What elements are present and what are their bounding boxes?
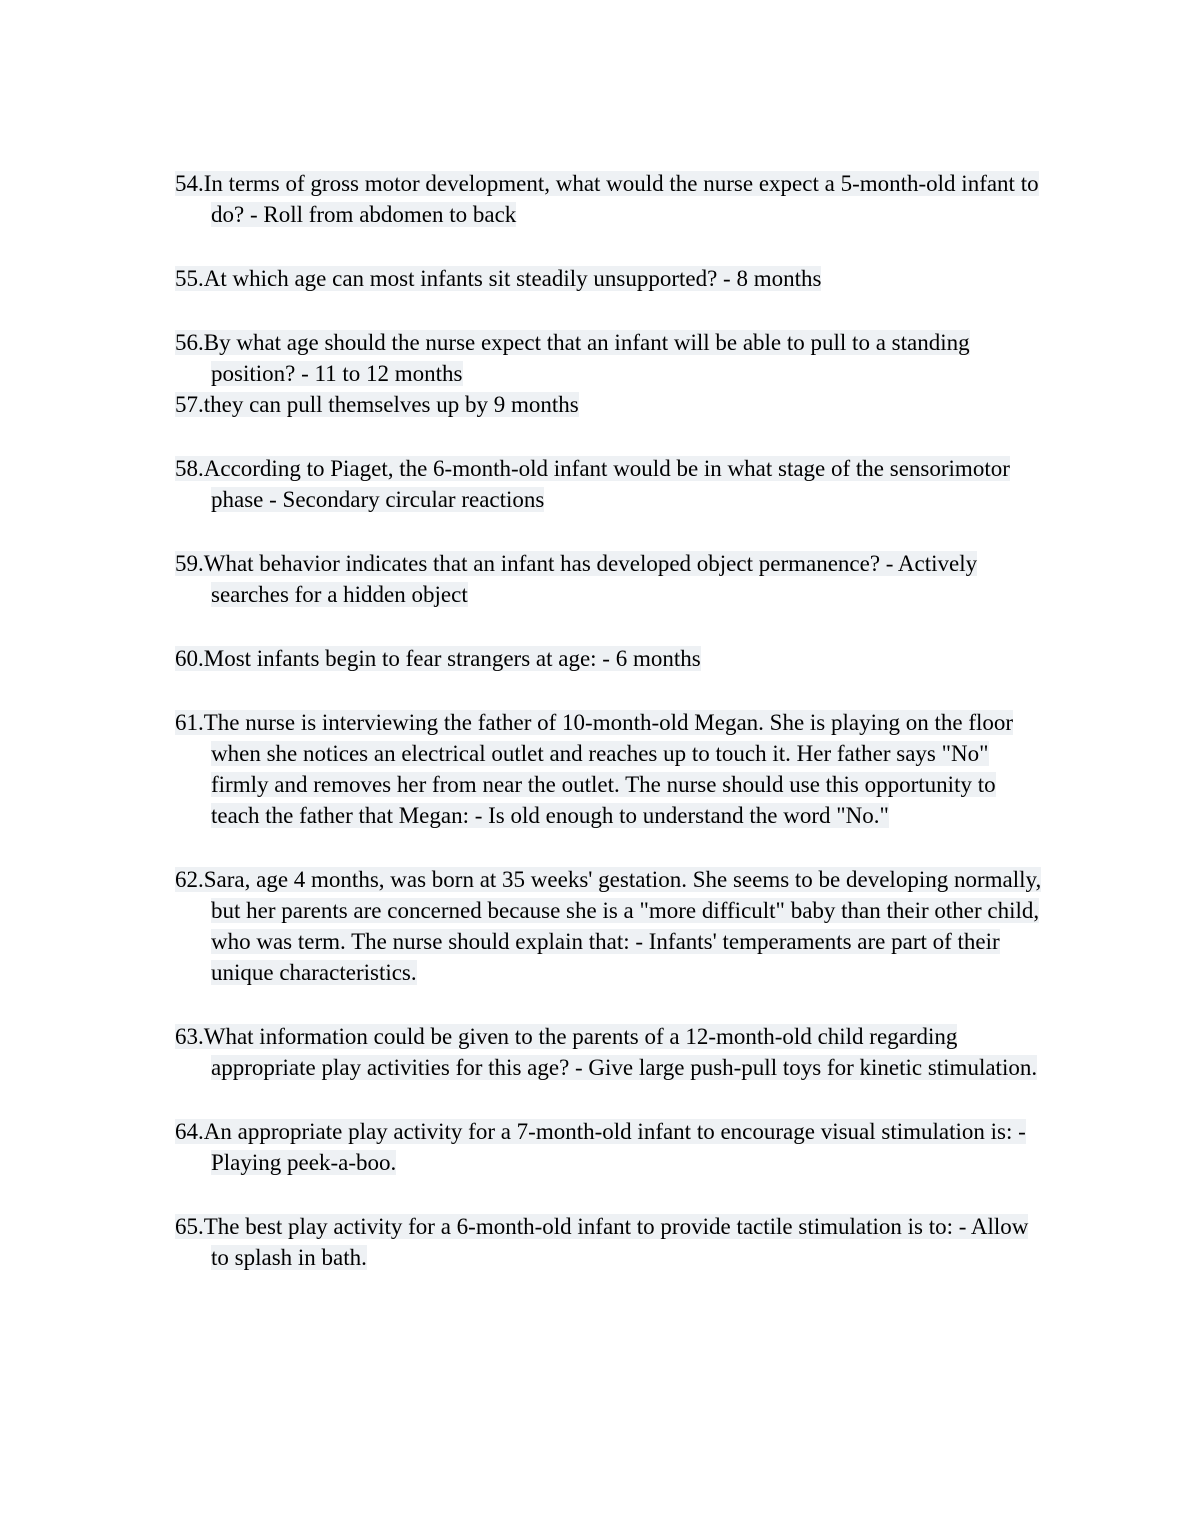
question-text: Sara, age 4 months, was born at 35 weeks' gestation. She seems to be developing normally, but her parents are concerned because she is a "more difficult" baby than their other child, who was term. The nurse should explain that: - Infants' temperaments are part of their unique characteristics. [203,867,1042,985]
question-number: 64. [175,1119,204,1144]
highlighted-text [175,867,1041,985]
question-number: 56. [175,330,204,355]
question-item [175,643,1047,674]
highlighted-text [175,1214,1028,1270]
highlighted-text [175,266,821,291]
highlighted-text [175,171,1039,227]
question-text: they can pull themselves up by 9 months [203,392,579,417]
question-number: 58. [175,456,204,481]
question-text: In terms of gross motor development, what would the nurse expect a 5-month-old infant to do? - Roll from abdomen to back [203,171,1039,227]
question-text: At which age can most infants sit steadily unsupported? - 8 months [203,266,822,291]
highlighted-text [175,1024,1037,1080]
question-item [175,1116,1047,1178]
question-item [175,389,1047,420]
question-text: The nurse is interviewing the father of 10-month-old Megan. She is playing on the floor when she notices an electrical outlet and reaches up to touch it. Her father says "No" firmly and removes her from near the outlet. The nurse should use this opportunity to teach the father that Megan: - Is old enough to understand the word "No." [203,710,1014,828]
question-item [175,1021,1047,1083]
question-text: The best play activity for a 6-month-old infant to provide tactile stimulation is to: - Allow to splash in bath. [203,1214,1029,1270]
question-item [175,1211,1047,1273]
question-item [175,327,1047,389]
highlighted-text [175,456,1010,512]
question-number: 57. [175,392,204,417]
question-text: According to Piaget, the 6-month-old infant would be in what stage of the sensorimotor phase - Secondary circular reactions [203,456,1010,512]
question-item [175,168,1047,230]
highlighted-text [175,1119,1026,1175]
question-number: 63. [175,1024,204,1049]
question-number: 60. [175,646,204,671]
question-number: 65. [175,1214,204,1239]
question-item [175,707,1047,831]
question-list [175,168,1047,1273]
question-item [175,453,1047,515]
question-item [175,263,1047,294]
highlighted-text [175,551,977,607]
highlighted-text [175,392,579,417]
question-text: What information could be given to the parents of a 12-month-old child regarding appropriate play activities for this age? - Give large push-pull toys for kinetic stimulation. [203,1024,1038,1080]
question-number: 54. [175,171,204,196]
question-text: An appropriate play activity for a 7-month-old infant to encourage visual stimulation is: - Playing peek-a-boo. [203,1119,1026,1175]
question-number: 62. [175,867,204,892]
question-number: 61. [175,710,204,735]
question-number: 55. [175,266,204,291]
question-number: 59. [175,551,204,576]
highlighted-text [175,710,1013,828]
question-text: By what age should the nurse expect that an infant will be able to pull to a standing position? - 11 to 12 months [203,330,970,386]
question-text: What behavior indicates that an infant has developed object permanence? - Actively searches for a hidden object [203,551,978,607]
highlighted-text [175,646,701,671]
question-item [175,864,1047,988]
highlighted-text [175,330,970,386]
question-item [175,548,1047,610]
question-text: Most infants begin to fear strangers at age: - 6 months [203,646,701,671]
